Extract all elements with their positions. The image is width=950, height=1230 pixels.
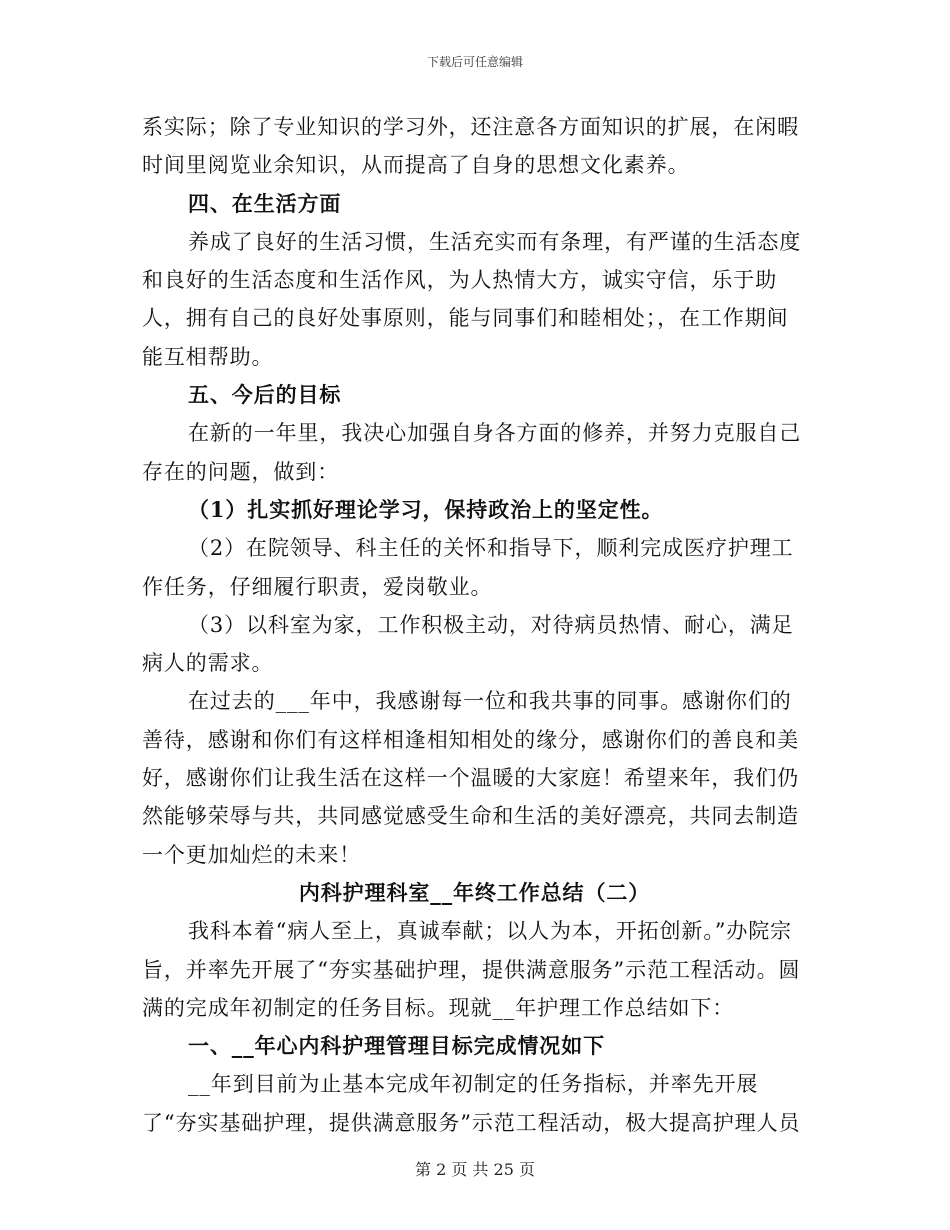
paragraph-targets: __年到目前为止基本完成年初制定的任务指标，并率先开展了“夯实基础护理，提供满意服务”示范工程活动，极大提高护理人员 [142, 1072, 801, 1135]
goal-item-1: （1）扎实抓好理论学习，保持政治上的坚定性。 [188, 496, 664, 522]
document-body [142, 108, 807, 1142]
section-heading-targets: 一、__年心内科护理管理目标完成情况如下 [188, 1033, 605, 1059]
goal-item-2: （2）在院领导、科主任的关怀和指导下，顺利完成医疗护理工作任务，仔细履行职责，爱岗敬业。 [142, 536, 794, 599]
section-heading-goals: 五、今后的目标 [188, 382, 342, 408]
document-title-part-two: 内科护理科室__年终工作总结（二） [298, 879, 651, 905]
paragraph-life: 养成了良好的生活习惯，生活充实而有条理，有严谨的生活态度和良好的生活态度和生活作风，为人热情大方，诚实守信，乐于助人，拥有自己的良好处事原则，能与同事们和睦相处；，在工作期间能互相帮助。 [142, 229, 802, 369]
section-heading-life: 四、在生活方面 [188, 190, 342, 216]
header-note: 下载后可任意编辑 [426, 55, 523, 69]
paragraph-intro-part-two: 我科本着“病人至上，真诚奉献；以人为本，开拓创新。”办院宗旨，并率先开展了“夯实基础护理，提供满意服务”示范工程活动。圆满的完成年初制定的任务目标。现就__年护理工作总结如下： [142, 919, 801, 1020]
paragraph-thanks: 在过去的___年中，我感谢每一位和我共事的同事。感谢你们的善待，感谢和你们有这样相逢相知相处的缘分，感谢你们的善良和美好，感谢你们让我生活在这样一个温暖的大家庭！希望来年，我们仍然能够荣辱与共，共同感觉感受生命和生活的美好漂亮，共同去制造一个更加灿烂的未来！ [142, 689, 799, 867]
goal-item-3: （3）以科室为家，工作积极主动，对待病员热情、耐心，满足病人的需求。 [142, 612, 794, 676]
page-number: 第 2 页 共 25 页 [415, 1160, 535, 1179]
paragraph-continuation: 系实际；除了专业知识的学习外，还注意各方面知识的扩展，在闲暇时间里阅览业余知识，从而提高了自身的思想文化素养。 [142, 115, 799, 178]
paragraph-goals-intro: 在新的一年里，我决心加强自身各方面的修养，并努力克服自己存在的问题，做到： [142, 421, 802, 484]
